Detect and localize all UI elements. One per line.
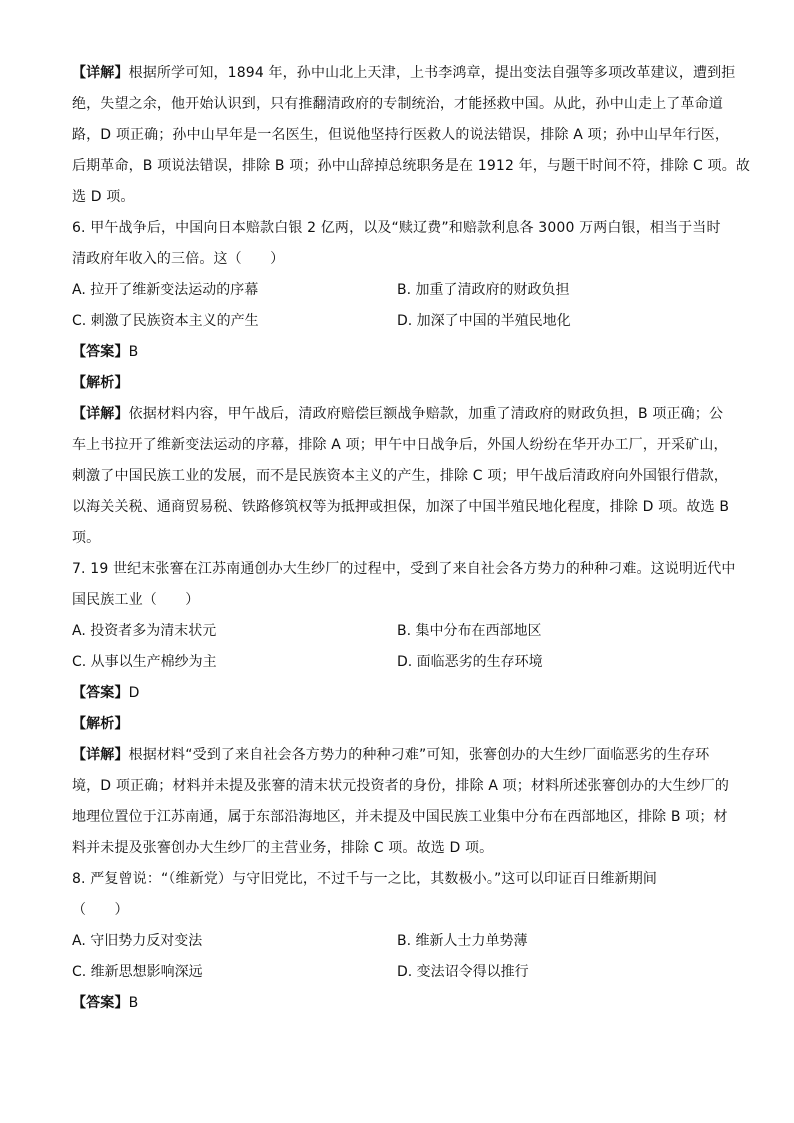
explanation-line: 绝，失望之余，他开始认识到，只有推翻清政府的专制统治，才能拯救中国。从此，孙中山走上了革命道 bbox=[72, 96, 723, 112]
option-d: D. 面临恶劣的生存环境 bbox=[397, 654, 543, 670]
detail-tag: 【详解】 bbox=[72, 65, 129, 81]
answer-tag: 【答案】 bbox=[72, 344, 129, 360]
question-stem: 6. 甲午战争后，中国向日本赔款白银 2 亿两，以及“赎辽费”和赔款利息各 3000 万两白银，相当于当时 bbox=[72, 220, 721, 236]
answer-line bbox=[72, 988, 724, 1019]
document-page bbox=[72, 58, 751, 1019]
option-a: A. 守旧势力反对变法 bbox=[72, 933, 203, 949]
option-c: C. 刺激了民族资本主义的产生 bbox=[72, 313, 259, 329]
detail-line: 以海关关税、通商贸易税、铁路修筑权等为抵押或担保，加深了中国半殖民地化程度，排除 D 项。故选 B bbox=[72, 499, 730, 515]
explanation-line: 根据所学可知，1894 年，孙中山北上天津，上书李鸿章，提出变法自强等多项改革建议，遭到拒 bbox=[128, 65, 736, 81]
answer-tag: 【答案】 bbox=[72, 995, 129, 1011]
question-stem: 8. 严复曾说：“（维新党）与守旧党比，不过千与一之比，其数极小。”这可以印证百日维新期间 bbox=[72, 871, 658, 887]
option-c: C. 维新思想影响深远 bbox=[72, 964, 203, 980]
answer-tag: 【答案】 bbox=[72, 685, 129, 701]
detail-tag: 【详解】 bbox=[72, 406, 129, 422]
option-c: C. 从事以生产棉纱为主 bbox=[72, 654, 217, 670]
option-a: A. 拉开了维新变法运动的序幕 bbox=[72, 282, 259, 298]
question-6 bbox=[72, 213, 730, 554]
detail-line: 依据材料内容，甲午战后，清政府赔偿巨额战争赔款，加重了清政府的财政负担，B 项正确；公 bbox=[128, 406, 724, 422]
explanation-line: 选 D 项。 bbox=[72, 189, 135, 205]
detail-tag: 【详解】 bbox=[72, 747, 129, 763]
answer-value: B bbox=[128, 995, 139, 1011]
option-b: B. 维新人士力单势薄 bbox=[397, 933, 528, 949]
answer-value: B bbox=[128, 344, 139, 360]
detail-line: 根据材料“受到了来自社会各方势力的种种刁难”可知，张謇创办的大生纱厂面临恶劣的生存环 bbox=[128, 747, 710, 763]
answer-line bbox=[72, 337, 724, 368]
analysis-tag: 【解析】 bbox=[72, 716, 129, 732]
question-stem: （ ） bbox=[72, 902, 129, 918]
explanation-block bbox=[72, 58, 751, 213]
detail-line: 车上书拉开了维新变法运动的序幕，排除 A 项；甲午中日战争后，外国人纷纷在华开办工厂，开采矿山， bbox=[72, 437, 728, 453]
option-a: A. 投资者多为清末状元 bbox=[72, 623, 217, 639]
option-b: B. 集中分布在西部地区 bbox=[397, 623, 542, 639]
detail-line: 地理位置位于江苏南通，属于东部沿海地区，并未提及中国民族工业集中分布在西部地区，排除 B 项；材 bbox=[72, 809, 728, 825]
detail-line: 料并未提及张謇创办大生纱厂的主营业务，排除 C 项。故选 D 项。 bbox=[72, 840, 494, 856]
option-d: D. 加深了中国的半殖民地化 bbox=[397, 313, 571, 329]
answer-value: D bbox=[128, 685, 140, 701]
explanation-line: 路，D 项正确；孙中山早年是一名医生，但说他坚持行医救人的说法错误，排除 A 项；孙中山早年行医， bbox=[72, 127, 730, 143]
option-d: D. 变法诏令得以推行 bbox=[397, 964, 529, 980]
question-7 bbox=[72, 554, 736, 864]
question-8 bbox=[72, 864, 724, 1019]
explanation-line: 后期革命，B 项说法错误，排除 B 项；孙中山辞掉总统职务是在 1912 年，与题干时间不符，排除 C 项。故 bbox=[72, 158, 751, 174]
answer-line bbox=[72, 678, 724, 709]
detail-line: 项。 bbox=[72, 530, 101, 546]
analysis-tag: 【解析】 bbox=[72, 375, 129, 391]
detail-line: 刺激了中国民族工业的发展，而不是民族资本主义的产生，排除 C 项；甲午战后清政府向外国银行借款， bbox=[72, 468, 728, 484]
question-stem: 国民族工业（ ） bbox=[72, 592, 200, 608]
detail-line: 境，D 项正确；材料并未提及张謇的清末状元投资者的身份，排除 A 项；材料所述张謇创办的大生纱厂的 bbox=[72, 778, 730, 794]
question-stem: 7. 19 世纪末张謇在江苏南通创办大生纱厂的过程中，受到了来自社会各方势力的种种刁难。这说明近代中 bbox=[72, 561, 736, 577]
option-b: B. 加重了清政府的财政负担 bbox=[397, 282, 570, 298]
question-stem: 清政府年收入的三倍。这（ ） bbox=[72, 251, 285, 267]
